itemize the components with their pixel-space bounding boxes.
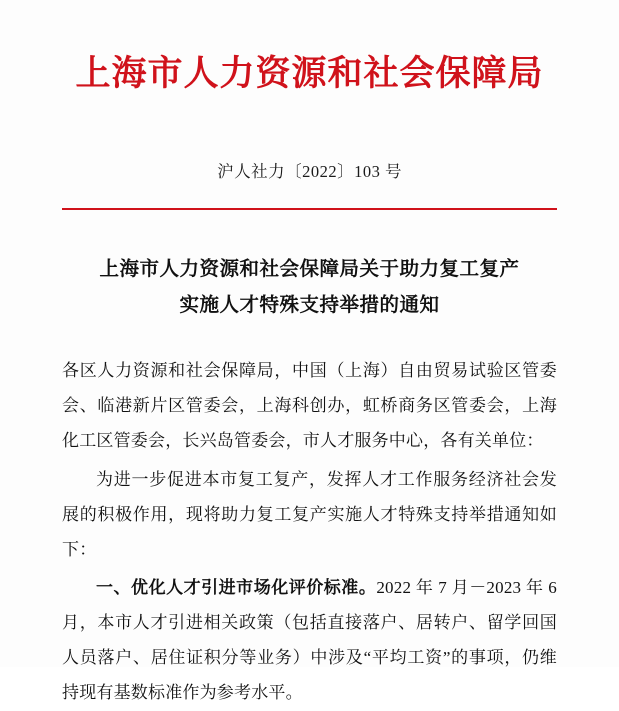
preamble-paragraph: 为进一步促进本市复工复产，发挥人才工作服务经济社会发展的积极作用，现将助力复工复产实施人才特殊支持举措通知如下： (62, 469, 557, 559)
item-1-text: 2022 年 7 月－2023 年 6 月，本市人才引进相关政策（包括直接落户、居转户、留学回国人员落户、居住证积分等业务）中涉及“平均工资”的事项，仍维持现有基数标准作为参考水平。 (62, 578, 557, 702)
document-body (62, 324, 557, 710)
issuer-title: 上海市人力资源和社会保障局 (75, 54, 544, 93)
document-number: 沪人社力〔2022〕103 号 (217, 161, 402, 181)
recipients-paragraph: 各区人力资源和社会保障局，中国（上海）自由贸易试验区管委会、临港新片区管委会，上海科创办，虹桥商务区管委会，上海化工区管委会，长兴岛管委会，市人才服务中心，各有关单位： (62, 361, 557, 451)
item-1-paragraph (62, 571, 557, 710)
subject-line-2: 实施人才特殊支持举措的通知 (179, 295, 440, 317)
document-subject (62, 210, 557, 324)
subject-line-1: 上海市人力资源和社会保障局关于助力复工复产 (99, 259, 520, 281)
item-1-heading: 一、优化人才引进市场化评价标准。 (96, 578, 377, 598)
